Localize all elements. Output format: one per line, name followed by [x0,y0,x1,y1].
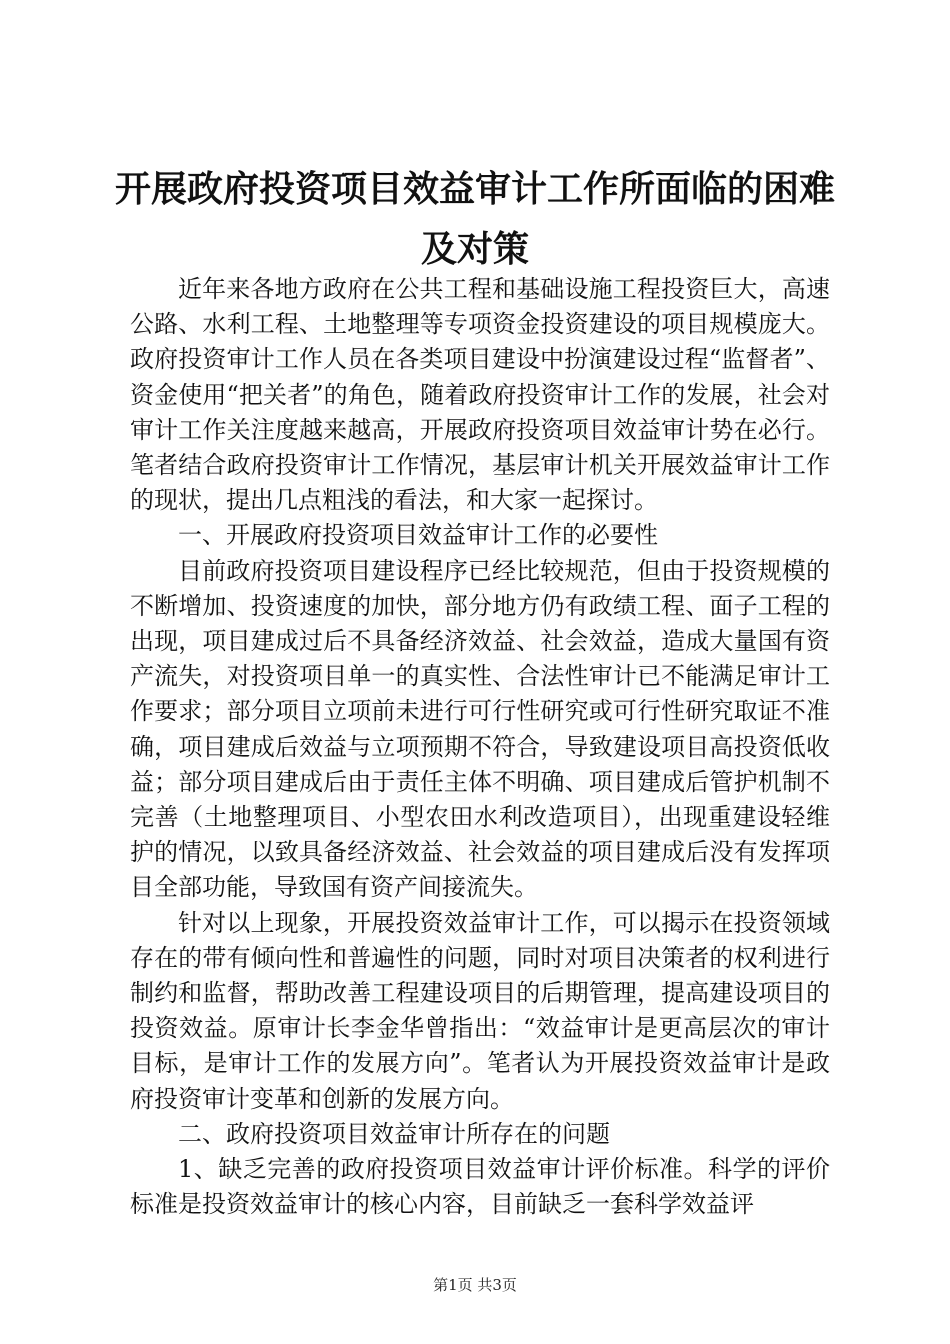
page-footer: 第1页 共3页 [433,1276,517,1294]
document-body [130,272,830,1222]
section-heading-1: 一、开展政府投资项目效益审计工作的必要性 [178,521,658,550]
paragraph-necessity: 目前政府投资项目建设程序已经比较规范，但由于投资规模的不断增加、投资速度的加快，部分地方仍有政绩工程、面子工程的出现，项目建成过后不具备经济效益、社会效益，造成大量国有资产流失，对投资项目单一的真实性、合法性审计已不能满足审计工作要求；部分项目立项前未进行可行性研究或可行性研究取证不准确，项目建成后效益与立项预期不符合，导致建设项目高投资低收益；部分项目建成后由于责任主体不明确、项目建成后管护机制不完善（土地整理项目、小型农田水利改造项目），出现重建设轻维护的情况，以致具备经济效益、社会效益的项目建成后没有发挥项目全部功能，导致国有资产间接流失。 [130,556,830,902]
paragraph-intro: 近年来各地方政府在公共工程和基础设施工程投资巨大，高速公路、水利工程、土地整理等专项资金投资建设的项目规模庞大。政府投资审计工作人员在各类项目建设中扮演建设过程“监督者”、资金使用“把关者”的角色，随着政府投资审计工作的发展，社会对审计工作关注度越来越高，开展政府投资项目效益审计势在必行。笔者结合政府投资审计工作情况，基层审计机关开展效益审计工作的现状，提出几点粗浅的看法，和大家一起探讨。 [130,275,830,515]
paragraph-problem-1: 1、缺乏完善的政府投资项目效益审计评价标准。科学的评价标准是投资效益审计的核心内容，目前缺乏一套科学效益评 [130,1155,830,1219]
document-title [100,160,850,280]
title-line-1: 开展政府投资项目效益审计工作所面临的困难 [114,169,835,210]
paragraph-benefits: 针对以上现象，开展投资效益审计工作，可以揭示在投资领域存在的带有倾向性和普遍性的问题，同时对项目决策者的权利进行制约和监督，帮助改善工程建设项目的后期管理，提高建设项目的投资效益。原审计长李金华曾指出：“效益审计是更高层次的审计目标，是审计工作的发展方向”。笔者认为开展投资效益审计是政府投资审计变革和创新的发展方向。 [130,908,830,1113]
section-heading-2: 二、政府投资项目效益审计所存在的问题 [178,1119,610,1148]
title-line-2: 及对策 [420,229,529,270]
